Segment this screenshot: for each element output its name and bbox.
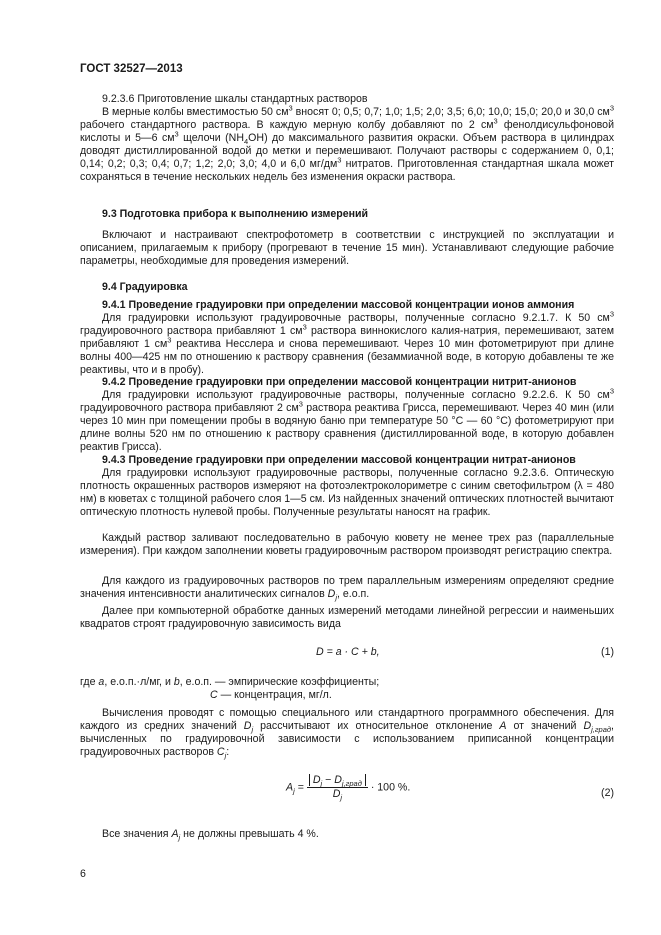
section-9-4-3-paragraph-1: Для градуировки используют градуировочные растворы, полученные согласно 9.2.3.6. Оптическую плотность окрашенных растворов измеряют на фотоэлектроколориметре с синим светофильтром (λ = 480 нм) в кюветах с толщиной рабочего слоя 1—5 см. Из найденных значений оптических плотностей вычитают оптическую плотность нулевой пробы. Полученные результаты наносят на график. bbox=[80, 467, 615, 518]
equation-1-number: (1) bbox=[601, 646, 614, 658]
final-statement: Все значения $A_j$ не должны превышать 4 %. bbox=[102, 828, 319, 843]
section-9-3-title: 9.3 Подготовка прибора к выполнению измерений bbox=[102, 208, 369, 220]
section-9-4-1-title: 9.4.1 Проведение градуировки при определении массовой концентрации ионов аммония bbox=[102, 299, 575, 311]
equation-2: $A_j$ = $\frac{D_j - D_{j,град}}{D_j}$ · 100 %. bbox=[286, 774, 411, 803]
section-9-4-3-title: 9.4.3 Проведение градуировки при определении массовой концентрации нитрат-анионов bbox=[102, 454, 576, 466]
section-9-4-3-paragraph-4: Далее при компьютерной обработке данных измерений методами линейной регрессии и наименьших квадратов строят градуировочную зависимость вида bbox=[80, 605, 614, 630]
where-line-2: C — концентрация, мг/л. bbox=[210, 689, 332, 701]
calculation-paragraph: Вычисления проводят с помощью специального или стандартного программного обеспечения. Для каждого из средних значений $D_j$ рассчитывают их относительное отклонение A от значений $D_{j,град}$, вычисленных по градуировочной зависимости с использованием приписанной концентрации градуировочных растворов $C_j$: bbox=[80, 707, 614, 761]
section-9-4-2-paragraph: Для градуировки используют градуировочные растворы, полученные согласно 9.2.2.6. К 50 $см^3$ градуировочного раствора прибавляют 2 $см^3$ раствора реактива Грисса, перемешивают. Через 40 мин (или через 10 мин при помещении пробы в водяную баню при температуре 50 °C — 60 °C) фотометрируют при длине волны 520 нм по отношению к раствору сравнения (дистиллированной воде, в которую добавлен реактив Грисса). bbox=[80, 386, 614, 453]
section-9-2-3-6-title: 9.2.3.6 Приготовление шкалы стандартных растворов bbox=[102, 93, 368, 105]
section-9-4-2-title: 9.4.2 Проведение градуировки при определении массовой концентрации нитрит-анионов bbox=[102, 376, 577, 388]
section-9-2-3-6-paragraph: В мерные колбы вместимостью 50 $см^3$ вносят 0; 0,5; 0,7; 1,0; 1,5; 2,0; 3,5; 6,0; 10,0; 15,0; 20,0 и 30,0 $см^3$ рабочего стандартного раствора. В каждую мерную колбу добавляют по 2 $см^3$ фенолдисульфоновой кислоты и 5—6 $см^3$ щелочи $(NH_4OH)$ до максимального развития окраски. Объем раствора в цилиндрах доводят дистиллированной водой до метки и перемешивают. Получают растворы с содержанием 0, 0,1; 0,14; 0,2; 0,3; 0,4; 0,7; 1,2; 2,0; 3,0; 4,0 и 6,0 $мг/дм^3$ нитратов. Приготовленная стандартная шкала может сохраняться в течение нескольких недель без изменения окраски раствора. bbox=[80, 103, 614, 183]
document-header: ГОСТ 32527—2013 bbox=[80, 63, 183, 75]
section-9-4-1-paragraph: Для градуировки используют градуировочные растворы, полученные согласно 9.2.1.7. К 50 $см^3$ градуировочного раствора прибавляют 1 $см^3$ раствора виннокислого калия-натрия, перемешивают, затем прибавляют 1 $см^3$ реактива Несслера и снова перемешивают. Через 10 мин фотометрируют при длине волны 400—425 нм по отношению к раствору сравнения (безаммиачной воде, в которую добавлены те же реактивы, что и в пробу). bbox=[80, 309, 615, 376]
page-number: 6 bbox=[80, 868, 86, 880]
section-9-3-paragraph: Включают и настраивают спектрофотометр в соответствии с инструкцией по эксплуатации и описанием, прилагаемым к прибору (прогревают в течение 15 мин). Устанавливают следующие рабочие параметры, необходимые для проведения измерений. bbox=[80, 229, 614, 267]
section-9-4-title: 9.4 Градуировка bbox=[102, 281, 188, 293]
equation-2-number: (2) bbox=[601, 787, 614, 799]
equation-1: D = a · C + b, bbox=[316, 646, 380, 658]
where-line-1: где a, е.о.п.·л/мг, и b, е.о.п. — эмпирические коэффициенты; bbox=[80, 676, 380, 688]
section-9-4-3-paragraph-3: Для каждого из градуировочных растворов по трем параллельным измерениям определяют средние значения интенсивности аналитических сигналов $D_j$, е.о.п. bbox=[80, 575, 614, 603]
section-9-4-3-paragraph-2: Каждый раствор заливают последовательно в рабочую кювету не менее трех раз (параллельные измерения). При каждом заполнении кюветы градуировочным раствором производят регистрацию спектра. bbox=[80, 532, 614, 557]
equation-2-fraction: $\frac{D_j - D_{j,град}}{D_j}$ bbox=[307, 774, 368, 801]
